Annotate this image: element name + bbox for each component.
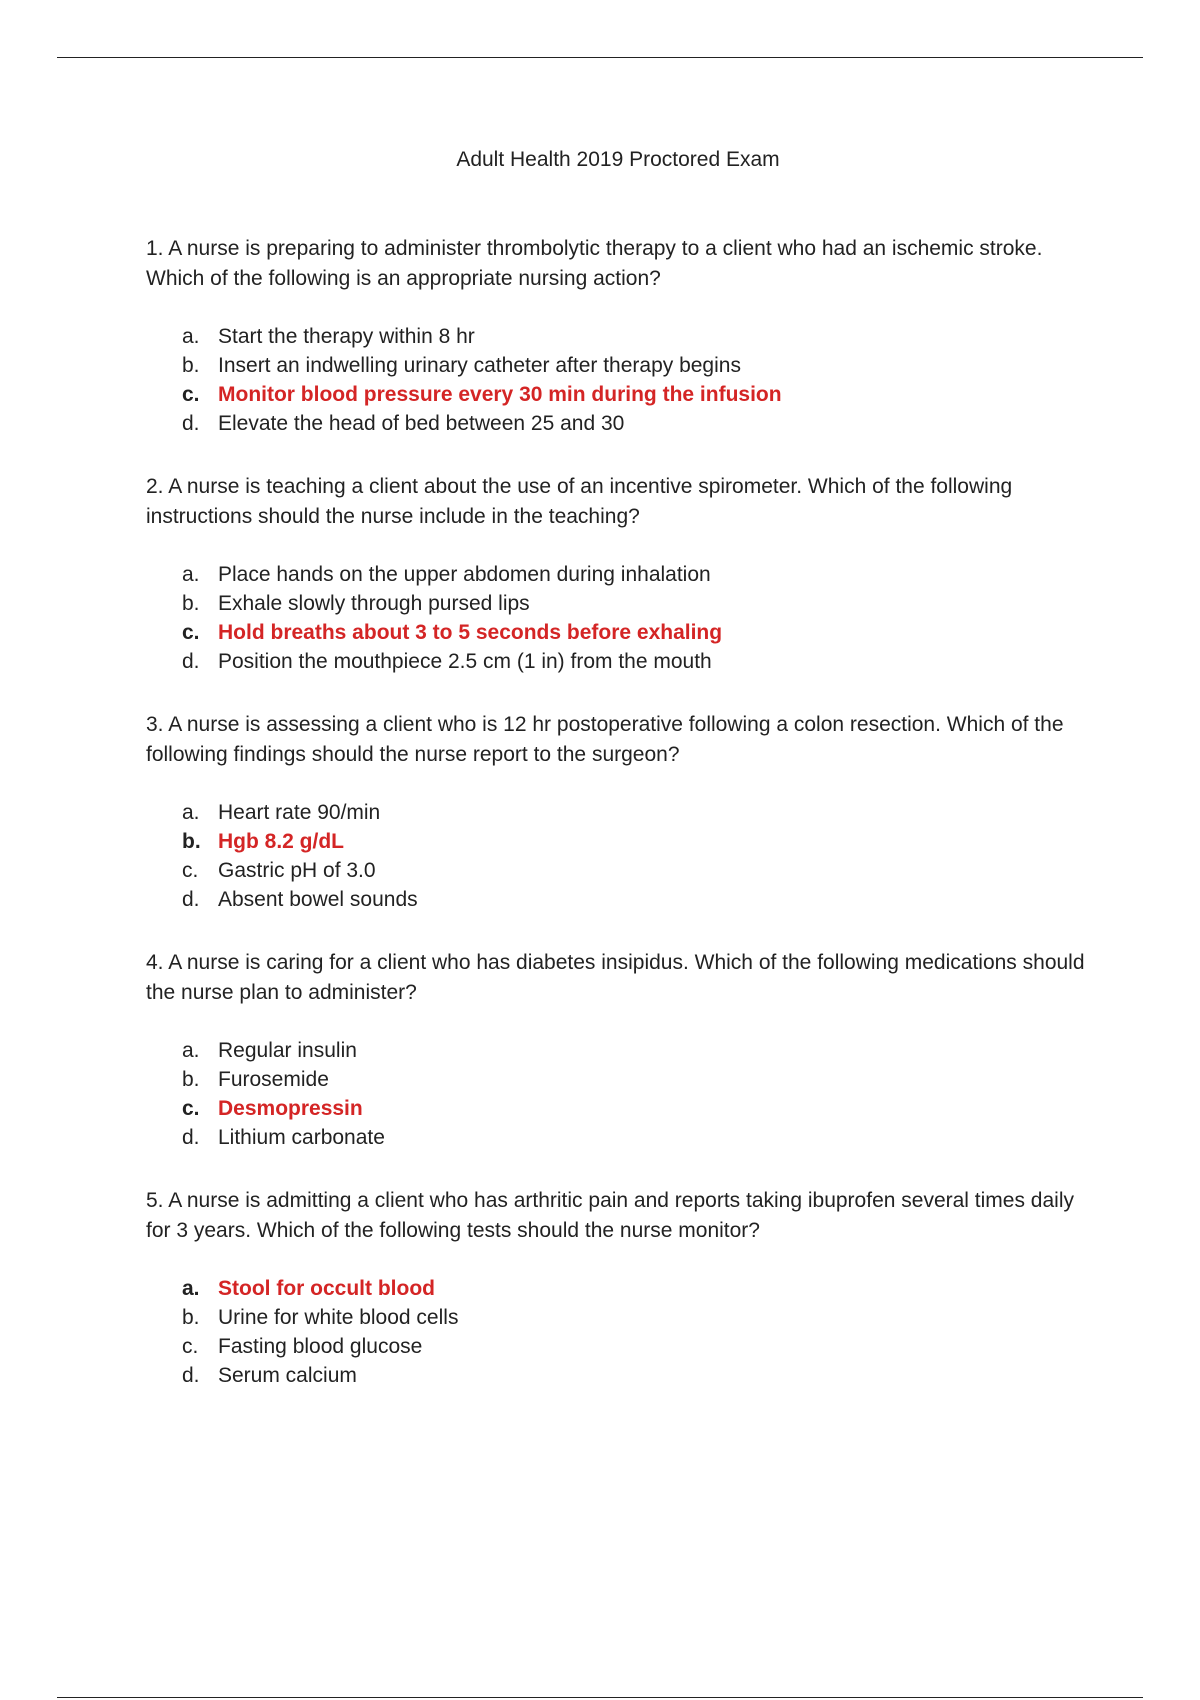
option-letter: c. (182, 1335, 199, 1358)
option-2a (182, 560, 1086, 589)
option-letter: b. (182, 1306, 200, 1329)
option-text: Heart rate 90/min (218, 801, 381, 824)
option-5c (182, 1332, 1086, 1361)
option-letter: b. (182, 830, 201, 853)
option-list (146, 798, 1086, 914)
option-1a (182, 322, 1086, 351)
option-text: Hgb 8.2 g/dL (218, 830, 344, 853)
option-4d (182, 1123, 1086, 1152)
option-list (146, 1036, 1086, 1152)
option-text: Lithium carbonate (218, 1126, 385, 1149)
option-3b-correct-answer (182, 827, 1086, 856)
option-3d (182, 885, 1086, 914)
option-4c-correct-answer (182, 1094, 1086, 1123)
option-letter: c. (182, 621, 200, 644)
option-text: Serum calcium (218, 1364, 357, 1387)
option-list (146, 1274, 1086, 1390)
option-text: Elevate the head of bed between 25 and 30 (218, 412, 625, 435)
document-title: Adult Health 2019 Proctored Exam (456, 148, 780, 171)
option-3c (182, 856, 1086, 885)
option-letter: a. (182, 1277, 200, 1300)
option-letter: d. (182, 888, 200, 911)
option-letter: c. (182, 859, 199, 882)
option-letter: d. (182, 650, 200, 673)
option-5b (182, 1303, 1086, 1332)
option-text: Fasting blood glucose (218, 1335, 423, 1358)
option-list (146, 322, 1086, 438)
option-text: Exhale slowly through pursed lips (218, 592, 530, 615)
question-stem: 4. A nurse is caring for a client who has diabetes insipidus. Which of the following medications should the nurse plan to administer? (146, 951, 1085, 1004)
option-4a (182, 1036, 1086, 1065)
option-letter: b. (182, 354, 200, 377)
question-5 (146, 1186, 1086, 1390)
option-text: Stool for occult blood (218, 1277, 435, 1300)
option-letter: c. (182, 1097, 200, 1120)
option-letter: b. (182, 592, 200, 615)
option-text: Desmopressin (218, 1097, 363, 1120)
question-1 (146, 234, 1086, 438)
option-letter: d. (182, 1126, 200, 1149)
option-text: Regular insulin (218, 1039, 357, 1062)
option-5d (182, 1361, 1086, 1390)
option-2c-correct-answer (182, 618, 1086, 647)
header-rule (57, 57, 1143, 58)
option-4b (182, 1065, 1086, 1094)
option-2d (182, 647, 1086, 676)
option-letter: a. (182, 325, 200, 348)
option-5a-correct-answer (182, 1274, 1086, 1303)
option-letter: b. (182, 1068, 200, 1091)
option-text: Gastric pH of 3.0 (218, 859, 376, 882)
option-1c-correct-answer (182, 380, 1086, 409)
question-2 (146, 472, 1086, 676)
option-text: Hold breaths about 3 to 5 seconds before exhaling (218, 621, 723, 644)
option-1d (182, 409, 1086, 438)
option-text: Monitor blood pressure every 30 min during the infusion (218, 383, 782, 406)
option-text: Position the mouthpiece 2.5 cm (1 in) from the mouth (218, 650, 712, 673)
option-1b (182, 351, 1086, 380)
option-text: Start the therapy within 8 hr (218, 325, 475, 348)
option-text: Insert an indwelling urinary catheter after therapy begins (218, 354, 741, 377)
question-stem: 1. A nurse is preparing to administer thrombolytic therapy to a client who had an ischemic stroke. Which of the following is an appropriate nursing action? (146, 237, 1043, 290)
question-stem: 5. A nurse is admitting a client who has arthritic pain and reports taking ibuprofen several times daily for 3 years. Which of the following tests should the nurse monitor? (146, 1189, 1074, 1242)
question-4 (146, 948, 1086, 1152)
option-letter: a. (182, 563, 200, 586)
option-text: Place hands on the upper abdomen during inhalation (218, 563, 711, 586)
option-text: Urine for white blood cells (218, 1306, 459, 1329)
footer-rule (57, 1697, 1143, 1698)
question-stem: 3. A nurse is assessing a client who is 12 hr postoperative following a colon resection. Which of the following findings should the nurse report to the surgeon? (146, 713, 1064, 766)
option-letter: d. (182, 412, 200, 435)
option-2b (182, 589, 1086, 618)
option-list (146, 560, 1086, 676)
question-3 (146, 710, 1086, 914)
option-letter: a. (182, 801, 200, 824)
question-stem: 2. A nurse is teaching a client about the use of an incentive spirometer. Which of the following instructions should the nurse include in the teaching? (146, 475, 1013, 528)
option-text: Absent bowel sounds (218, 888, 418, 911)
option-letter: c. (182, 383, 200, 406)
option-3a (182, 798, 1086, 827)
option-letter: a. (182, 1039, 200, 1062)
question-list (146, 234, 1086, 1424)
option-letter: d. (182, 1364, 200, 1387)
option-text: Furosemide (218, 1068, 329, 1091)
